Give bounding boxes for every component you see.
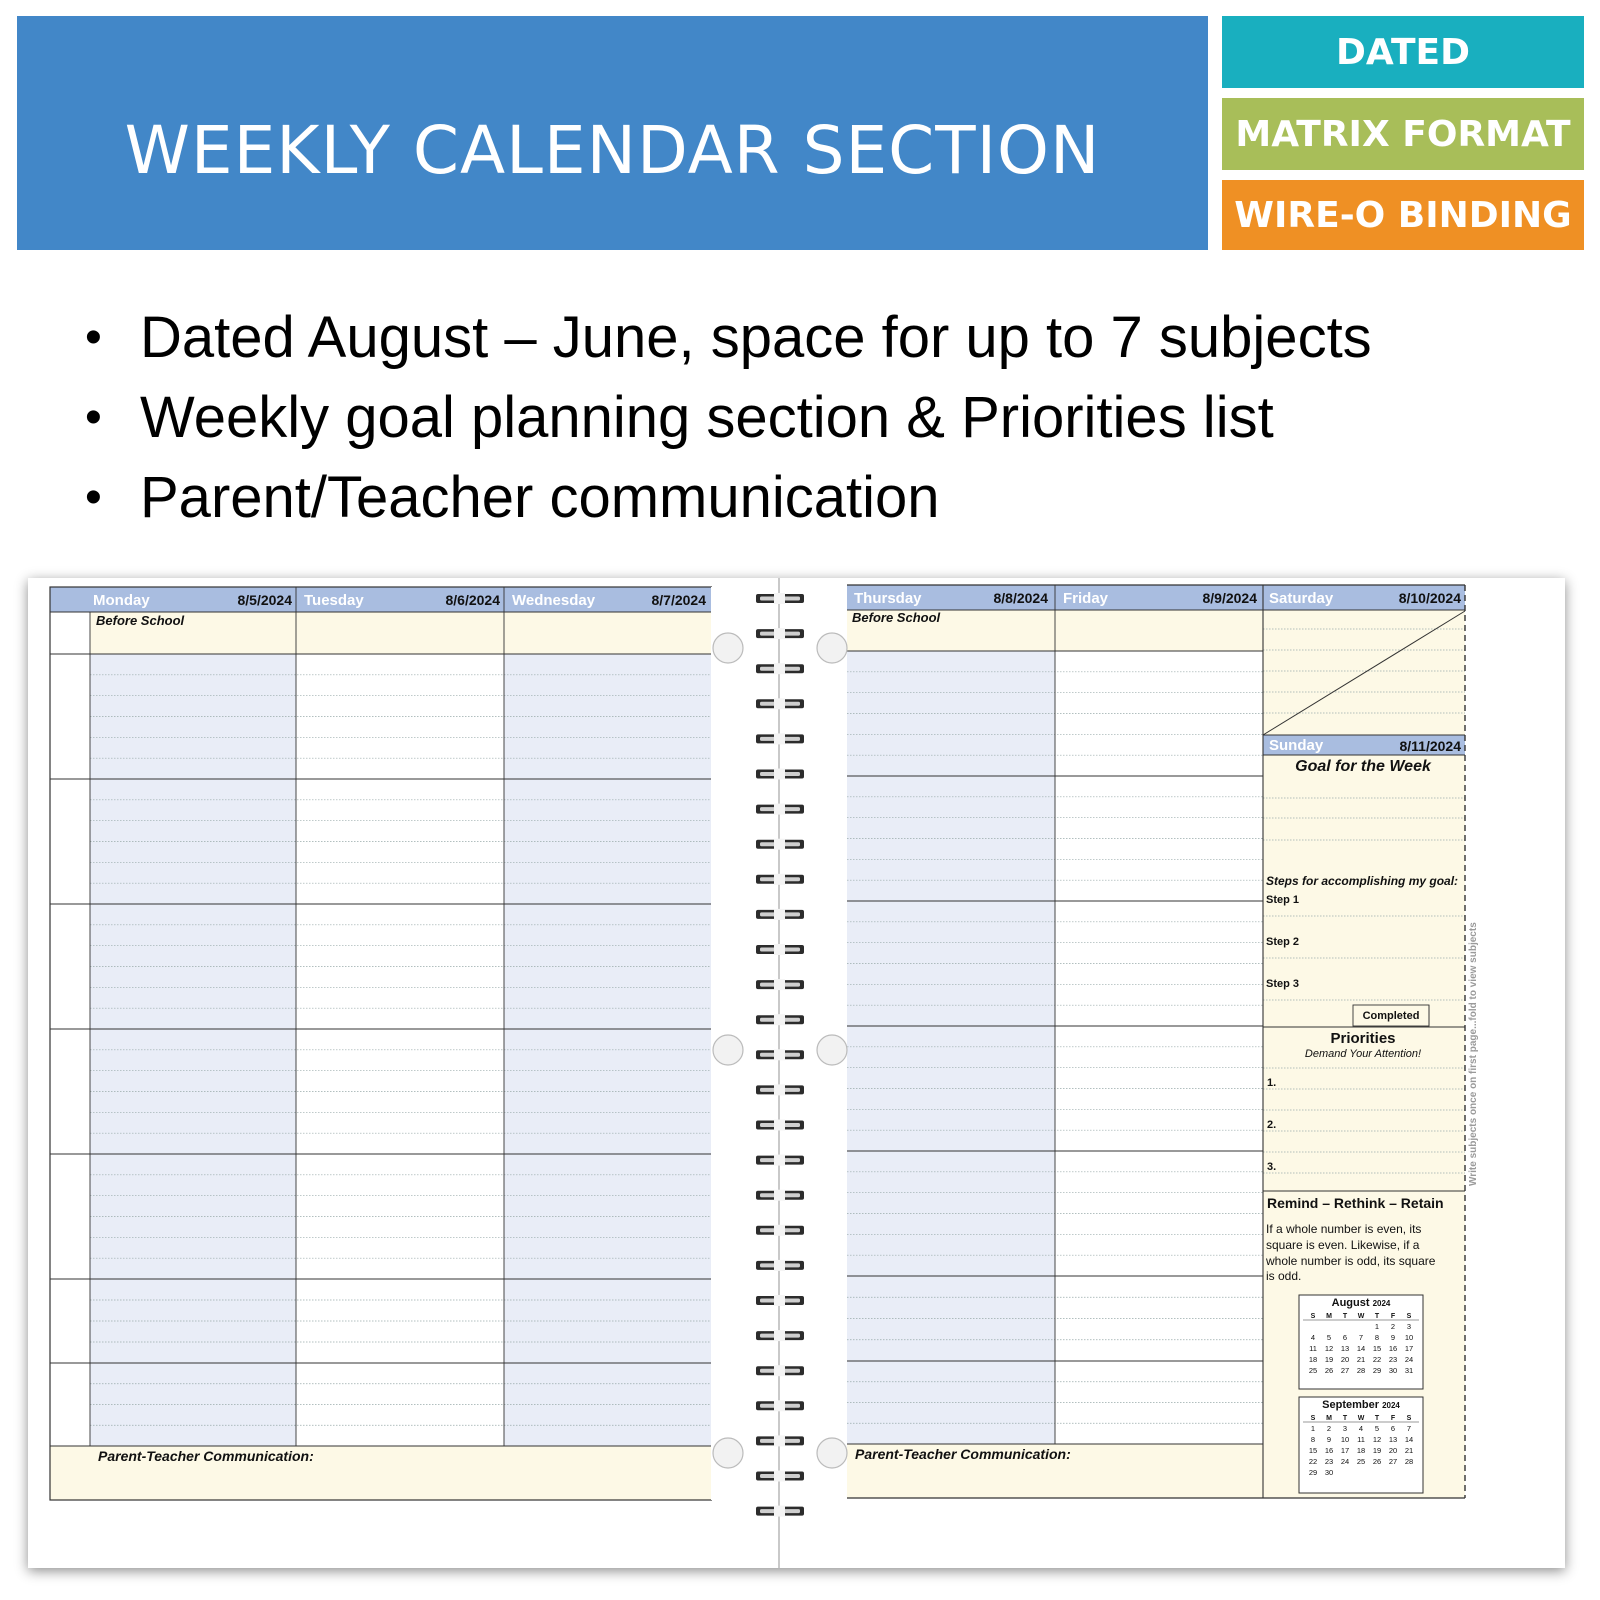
mini-calendar-day: 9	[1390, 1333, 1396, 1342]
priorities-title: Priorities	[1330, 1030, 1396, 1047]
wire-loop-gap	[774, 1365, 785, 1376]
mini-calendar-day: 14	[1356, 1344, 1366, 1353]
mini-calendar-day: 8	[1374, 1333, 1380, 1342]
planner-pages	[28, 578, 1565, 1568]
mini-calendar-day: 24	[1404, 1355, 1414, 1364]
feature-text: Weekly goal planning section & Priorities list	[140, 385, 1274, 450]
mini-calendar-day: 5	[1374, 1424, 1380, 1433]
wire-loop-gap	[774, 1295, 785, 1306]
day-name-sunday: Sunday	[1269, 737, 1324, 754]
mini-calendar-day: 28	[1356, 1366, 1366, 1375]
mini-calendar-day: 18	[1308, 1355, 1318, 1364]
day-date-sunday: 8/11/2024	[1399, 738, 1461, 754]
wire-loop-gap	[774, 1330, 785, 1341]
day-date-monday: 8/5/2024	[237, 592, 292, 608]
mini-calendar-day: 28	[1404, 1457, 1414, 1466]
mini-calendar-day: 23	[1324, 1457, 1334, 1466]
remind-text-line: whole number is odd, its square	[1266, 1254, 1436, 1268]
mini-calendar-day: 6	[1390, 1424, 1396, 1433]
mini-calendar-day: 29	[1308, 1468, 1318, 1477]
mini-calendar-weekday: S	[1406, 1313, 1412, 1320]
mini-calendar-day: 27	[1388, 1457, 1398, 1466]
day-date-saturday: 8/10/2024	[1398, 590, 1461, 606]
bullet-icon: •	[85, 471, 102, 524]
mini-calendar-day: 22	[1308, 1457, 1318, 1466]
mini-calendar-day: 23	[1388, 1355, 1398, 1364]
mini-calendar-day: 4	[1310, 1333, 1316, 1342]
steps-title: Steps for accomplishing my goal:	[1266, 874, 1459, 888]
mini-calendar-year: 2024	[1372, 1299, 1391, 1308]
mini-calendar-day: 1	[1310, 1424, 1316, 1433]
feature-item	[85, 378, 1372, 458]
punch-hole	[817, 1035, 847, 1065]
feature-item	[85, 298, 1372, 378]
dated-badge: DATED	[1222, 16, 1584, 88]
mini-calendar-day: 7	[1406, 1424, 1412, 1433]
wire-loop-gap	[774, 1014, 785, 1025]
mini-calendar-box	[1299, 1397, 1423, 1493]
mini-calendar-day: 31	[1404, 1366, 1414, 1375]
mini-calendar-month: August	[1331, 1297, 1373, 1309]
mini-calendar-day: 25	[1308, 1366, 1318, 1375]
parent-teacher-label: Parent-Teacher Communication:	[98, 1448, 314, 1464]
mini-calendar-day: 10	[1340, 1435, 1350, 1444]
mini-calendar-title	[1322, 1399, 1400, 1411]
mini-calendar-day: 30	[1388, 1366, 1398, 1375]
feature-list	[85, 298, 1372, 538]
wire-loop-gap	[774, 804, 785, 815]
goal-title: Goal for the Week	[1295, 758, 1431, 775]
mini-calendar-day: 3	[1406, 1322, 1412, 1331]
mini-calendar-day: 2	[1390, 1322, 1396, 1331]
day-name-monday: Monday	[93, 592, 150, 609]
mini-calendar-day: 21	[1356, 1355, 1366, 1364]
remind-text-line: If a whole number is even, its	[1266, 1222, 1422, 1236]
wire-loop-gap	[774, 593, 785, 604]
mini-calendar-day: 12	[1324, 1344, 1334, 1353]
punch-hole	[817, 1438, 847, 1468]
wire-loop-gap	[774, 1400, 785, 1411]
mini-calendar-day: 2	[1326, 1424, 1332, 1433]
wire-loop-gap	[774, 874, 785, 885]
wire-loop-gap	[774, 1260, 785, 1271]
mini-calendar-day: 1	[1374, 1322, 1380, 1331]
mini-calendar-day: 13	[1340, 1344, 1350, 1353]
mini-calendar-day: 15	[1372, 1344, 1382, 1353]
mini-calendar-day: 3	[1342, 1424, 1348, 1433]
header-banner	[17, 16, 1208, 250]
mini-calendar-day: 16	[1324, 1446, 1334, 1455]
mini-calendar-day: 17	[1340, 1446, 1350, 1455]
day-date-wednesday: 8/7/2024	[651, 592, 706, 608]
wire-loop-gap	[774, 1190, 785, 1201]
before-school-label: Before School	[852, 610, 941, 625]
mini-calendar-day: 15	[1308, 1446, 1318, 1455]
mini-calendar-day: 18	[1356, 1446, 1366, 1455]
wire-loop-gap	[774, 1435, 785, 1446]
mini-calendar-day: 19	[1324, 1355, 1334, 1364]
priority-number: 3.	[1267, 1161, 1277, 1173]
mini-calendar-weekday: M	[1326, 1313, 1332, 1320]
mini-calendar-day: 17	[1404, 1344, 1414, 1353]
punch-hole	[817, 633, 847, 663]
wire-loop-gap	[774, 663, 785, 674]
mini-calendar-day: 7	[1358, 1333, 1364, 1342]
step-label: Step 1	[1266, 894, 1300, 906]
day-name-saturday: Saturday	[1269, 590, 1334, 607]
punch-hole	[713, 1035, 743, 1065]
mini-calendar-weekday: M	[1326, 1415, 1332, 1422]
mini-calendar-day: 8	[1310, 1435, 1316, 1444]
mini-calendar-day: 24	[1340, 1457, 1350, 1466]
matrix-format-badge: MATRIX FORMAT	[1222, 98, 1584, 170]
wire-loop-gap	[774, 979, 785, 990]
wire-loop-gap	[774, 628, 785, 639]
mini-calendar-day: 12	[1372, 1435, 1382, 1444]
mini-calendar-weekday: S	[1310, 1313, 1316, 1320]
feature-text: Parent/Teacher communication	[140, 465, 940, 530]
mini-calendar-year: 2024	[1382, 1401, 1400, 1410]
mini-calendar-day: 4	[1358, 1424, 1364, 1433]
mini-calendar-day: 10	[1404, 1333, 1414, 1342]
parent-teacher-label: Parent-Teacher Communication:	[855, 1446, 1071, 1462]
mini-calendar-day: 19	[1372, 1446, 1382, 1455]
remind-text-line: is odd.	[1266, 1269, 1302, 1283]
remind-title: Remind – Rethink – Retain	[1267, 1195, 1444, 1211]
mini-calendar-day: 22	[1372, 1355, 1382, 1364]
wire-loop-gap	[774, 1084, 785, 1095]
priority-number: 1.	[1267, 1077, 1277, 1089]
mini-calendar-weekday: F	[1390, 1415, 1396, 1422]
bullet-icon: •	[85, 311, 102, 364]
wire-o-binding	[712, 578, 847, 1568]
day-name-tuesday: Tuesday	[304, 592, 364, 609]
day-name-thursday: Thursday	[854, 590, 922, 607]
wire-loop-gap	[774, 698, 785, 709]
wire-loop-gap	[774, 944, 785, 955]
mini-calendar-day: 9	[1326, 1435, 1332, 1444]
mini-calendar-day: 25	[1356, 1457, 1366, 1466]
wire-loop-gap	[774, 1225, 785, 1236]
mini-calendar-day: 20	[1340, 1355, 1350, 1364]
day-date-friday: 8/9/2024	[1202, 590, 1257, 606]
mini-calendar-weekday: T	[1374, 1313, 1380, 1320]
mini-calendar-day: 26	[1324, 1366, 1334, 1375]
wire-loop-gap	[774, 769, 785, 780]
mini-calendar-month: September	[1322, 1399, 1383, 1411]
day-name-friday: Friday	[1063, 590, 1109, 607]
wire-o-binding-badge: WIRE-O BINDING	[1222, 180, 1584, 250]
wire-loop-gap	[774, 1049, 785, 1060]
mini-calendar-weekday: S	[1406, 1415, 1412, 1422]
mini-calendar-day: 6	[1342, 1333, 1348, 1342]
mini-calendar-day: 20	[1388, 1446, 1398, 1455]
punch-hole	[713, 633, 743, 663]
mini-calendar-day: 14	[1404, 1435, 1414, 1444]
mini-calendar-weekday: S	[1310, 1415, 1316, 1422]
day-date-thursday: 8/8/2024	[993, 590, 1048, 606]
banner-title: WEEKLY CALENDAR SECTION	[124, 112, 1101, 189]
wire-loop-gap	[774, 1155, 785, 1166]
mini-calendar-day: 21	[1404, 1446, 1414, 1455]
mini-calendar-weekday: W	[1357, 1313, 1365, 1320]
feature-item	[85, 458, 1372, 538]
mini-calendar-title	[1332, 1297, 1391, 1309]
mini-calendar-weekday: T	[1374, 1415, 1380, 1422]
step-label: Step 2	[1266, 936, 1300, 948]
mini-calendar-day: 16	[1388, 1344, 1398, 1353]
fold-note: Write subjects once on first page...fold to view subjects	[1468, 922, 1479, 1186]
mini-calendar-day: 13	[1388, 1435, 1398, 1444]
mini-calendar-weekday: T	[1342, 1313, 1348, 1320]
mini-calendar-day: 29	[1372, 1366, 1382, 1375]
wire-loop-gap	[774, 839, 785, 850]
wire-loop-gap	[774, 1471, 785, 1482]
completed-label: Completed	[1362, 1010, 1420, 1022]
mini-calendar-day: 11	[1309, 1344, 1317, 1353]
punch-hole	[713, 1438, 743, 1468]
mini-calendar-day: 5	[1326, 1333, 1332, 1342]
wire-loop-gap	[774, 1506, 785, 1517]
mini-calendar-weekday: T	[1342, 1415, 1348, 1422]
mini-calendar-day: 27	[1340, 1366, 1350, 1375]
mini-calendar-day: 11	[1357, 1435, 1365, 1444]
step-label: Step 3	[1266, 978, 1300, 990]
before-school-label: Before School	[96, 613, 185, 628]
wire-loop-gap	[774, 909, 785, 920]
subject-column-shade	[847, 651, 1055, 1444]
priority-number: 2.	[1267, 1119, 1277, 1131]
mini-calendar-weekday: F	[1390, 1313, 1396, 1320]
mini-calendar-weekday: W	[1357, 1415, 1365, 1422]
mini-calendar-day: 26	[1372, 1457, 1382, 1466]
mini-calendar-day: 30	[1324, 1468, 1334, 1477]
wire-loop-gap	[774, 1120, 785, 1131]
remind-text-line: square is even. Likewise, if a	[1266, 1238, 1420, 1252]
planner-spread	[28, 578, 1565, 1568]
priorities-subtitle: Demand Your Attention!	[1304, 1048, 1422, 1060]
day-name-wednesday: Wednesday	[512, 592, 596, 609]
wire-loop-gap	[774, 733, 785, 744]
bullet-icon: •	[85, 391, 102, 444]
day-header-bar	[847, 585, 1465, 610]
feature-text: Dated August – June, space for up to 7 subjects	[140, 305, 1372, 370]
day-date-tuesday: 8/6/2024	[445, 592, 500, 608]
